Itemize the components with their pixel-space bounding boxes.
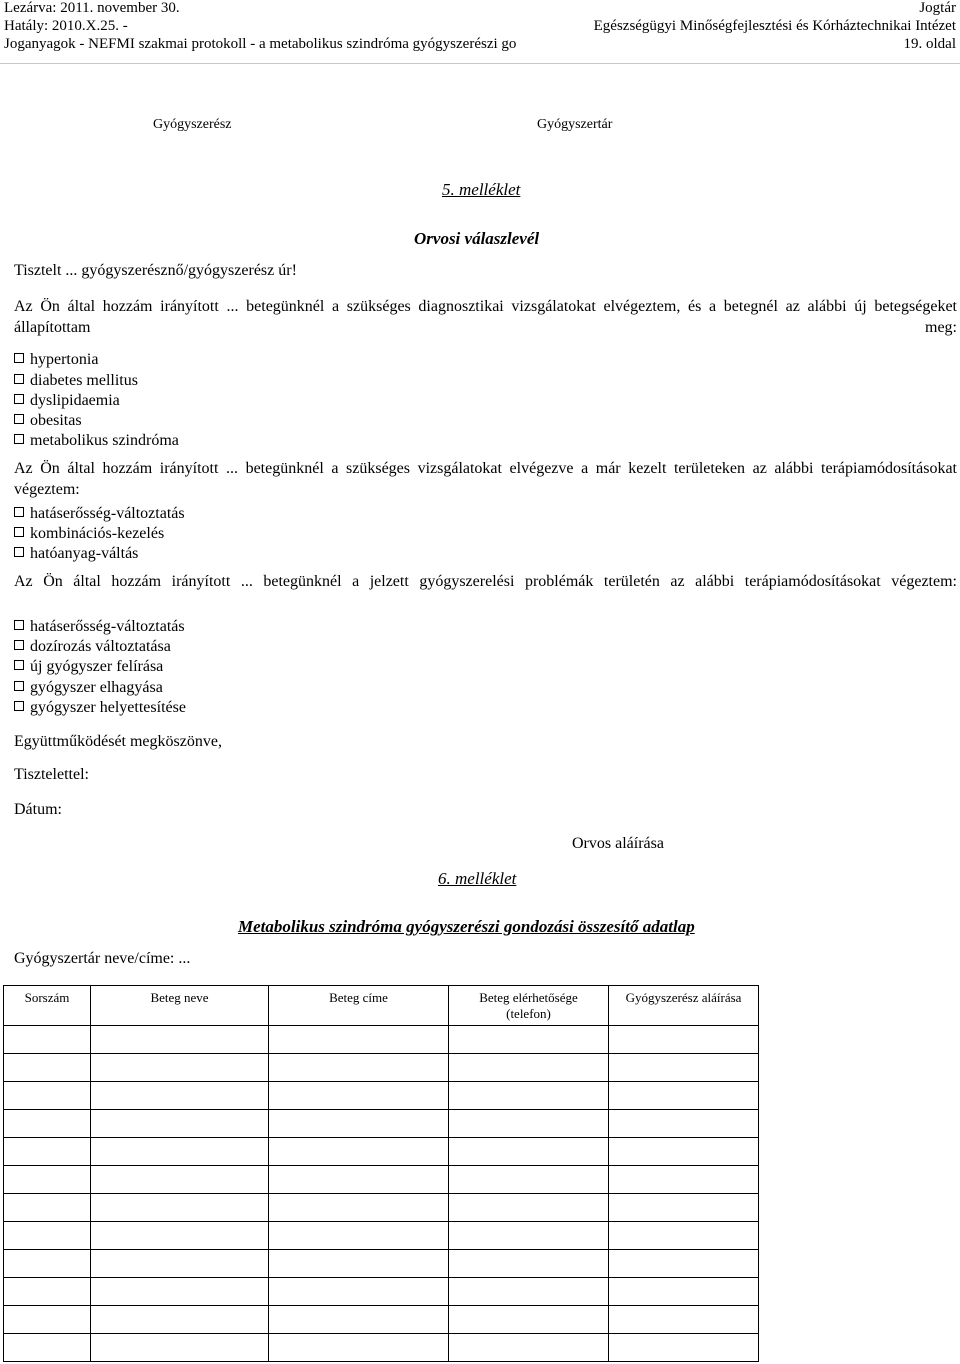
column-header: Beteg címe — [269, 986, 449, 1026]
table-cell[interactable] — [449, 1222, 609, 1250]
table-row — [4, 1026, 759, 1054]
table-row — [4, 1138, 759, 1166]
annex-6-title: Metabolikus szindróma gyógyszerészi gondozási összesítő adatlap — [238, 917, 695, 936]
table-cell[interactable] — [91, 1194, 269, 1222]
checkbox-label: hatóanyag-váltás — [30, 545, 139, 562]
checkbox-item[interactable] — [14, 544, 138, 564]
table-row — [4, 1110, 759, 1138]
table-row — [4, 1166, 759, 1194]
table-cell[interactable] — [449, 1026, 609, 1054]
checkbox-icon[interactable] — [14, 374, 24, 384]
table-cell[interactable] — [91, 1026, 269, 1054]
table-cell[interactable] — [269, 1082, 449, 1110]
paragraph-medication-problems: Az Ön által hozzám irányított ... betegünknél a jelzett gyógyszerelési problémák területén az alábbi terápiamódosításokat végeztem: — [14, 573, 957, 590]
pharmacy-name-line: Gyógyszertár neve/címe: ... — [14, 950, 191, 967]
table-cell[interactable] — [609, 1250, 759, 1278]
table-cell[interactable] — [91, 1222, 269, 1250]
column-header: Gyógyszerész aláírása — [609, 986, 759, 1026]
checkbox-label: gyógyszer elhagyása — [30, 679, 163, 696]
checkbox-icon[interactable] — [14, 620, 24, 630]
checkbox-label: gyógyszer helyettesítése — [30, 699, 186, 716]
table-cell[interactable] — [269, 1222, 449, 1250]
table-cell[interactable] — [609, 1334, 759, 1362]
table-cell[interactable] — [269, 1166, 449, 1194]
checkbox-icon[interactable] — [14, 414, 24, 424]
table-cell[interactable] — [4, 1306, 91, 1334]
table-cell[interactable] — [4, 1110, 91, 1138]
header-page-number: 19. oldal — [903, 36, 956, 52]
table-cell[interactable] — [449, 1334, 609, 1362]
summary-table — [3, 985, 759, 1362]
table-cell[interactable] — [4, 1334, 91, 1362]
table-cell[interactable] — [449, 1082, 609, 1110]
annex-5-title: Orvosi válaszlevél — [414, 229, 540, 248]
checkbox-label: kombinációs-kezelés — [30, 525, 165, 542]
column-header: Beteg neve — [91, 986, 269, 1026]
table-cell[interactable] — [4, 1026, 91, 1054]
table-cell[interactable] — [449, 1166, 609, 1194]
header-effective-date: Hatály: 2010.X.25. - — [4, 18, 128, 34]
table-cell[interactable] — [609, 1222, 759, 1250]
checkbox-item[interactable] — [14, 657, 163, 677]
checkbox-icon[interactable] — [14, 507, 24, 517]
paragraph-new-diagnoses: Az Ön által hozzám irányított ... betegünknél a szükséges diagnosztikai vizsgálatokat elvégeztem, és a betegnél az alábbi új betegségeket állapítottam meg: — [14, 298, 957, 336]
table-cell[interactable] — [269, 1306, 449, 1334]
table-cell[interactable] — [4, 1166, 91, 1194]
table-cell[interactable] — [609, 1082, 759, 1110]
checkbox-item[interactable] — [14, 504, 185, 524]
table-row — [4, 1222, 759, 1250]
table-cell[interactable] — [91, 1166, 269, 1194]
checkbox-icon[interactable] — [14, 701, 24, 711]
table-cell[interactable] — [609, 1138, 759, 1166]
table-row — [4, 1278, 759, 1306]
checkbox-label: metabolikus szindróma — [30, 432, 179, 449]
table-cell[interactable] — [91, 1334, 269, 1362]
table-row — [4, 1054, 759, 1082]
table-cell[interactable] — [609, 1026, 759, 1054]
paragraph-therapy-changes: Az Ön által hozzám irányított ... betegünknél a szükséges vizsgálatokat elvégezve a már kezelt területeken az alábbi terápiamódosításokat végeztem: — [14, 460, 957, 498]
table-cell[interactable] — [449, 1194, 609, 1222]
table-cell[interactable] — [449, 1306, 609, 1334]
table-cell[interactable] — [269, 1138, 449, 1166]
table-cell[interactable] — [4, 1250, 91, 1278]
checkbox-icon[interactable] — [14, 660, 24, 670]
checkbox-item[interactable] — [14, 637, 171, 657]
table-header-row — [4, 986, 759, 1026]
checkbox-label: hatáserősség-változtatás — [30, 618, 185, 635]
table-cell[interactable] — [91, 1278, 269, 1306]
table-cell[interactable] — [609, 1054, 759, 1082]
checkbox-item[interactable] — [14, 431, 179, 451]
table-cell[interactable] — [269, 1110, 449, 1138]
table-cell[interactable] — [4, 1138, 91, 1166]
pharmacy-label: Gyógyszertár — [537, 117, 613, 132]
table-cell[interactable] — [269, 1194, 449, 1222]
checkbox-item[interactable] — [14, 391, 120, 411]
header-publisher: Jogtár — [919, 0, 956, 16]
greeting: Tisztelt ... gyógyszerésznő/gyógyszerész úr! — [14, 262, 297, 279]
table-cell[interactable] — [91, 1054, 269, 1082]
table-cell[interactable] — [449, 1250, 609, 1278]
date-label: Dátum: — [14, 801, 62, 818]
checkbox-label: dyslipidaemia — [30, 392, 120, 409]
table-cell[interactable] — [269, 1054, 449, 1082]
closing-line: Együttműködését megköszönve, — [14, 733, 222, 750]
checkbox-icon[interactable] — [14, 394, 24, 404]
table-cell[interactable] — [449, 1278, 609, 1306]
checkbox-label: hypertonia — [30, 351, 99, 368]
table-cell[interactable] — [449, 1138, 609, 1166]
annex-5-label: 5. melléklet — [442, 180, 521, 199]
table-cell[interactable] — [269, 1334, 449, 1362]
table-cell[interactable] — [449, 1110, 609, 1138]
table-cell[interactable] — [609, 1306, 759, 1334]
annex-6-label: 6. melléklet — [438, 869, 517, 888]
checkbox-icon[interactable] — [14, 681, 24, 691]
table-row — [4, 1334, 759, 1362]
table-cell[interactable] — [4, 1222, 91, 1250]
checkbox-label: obesitas — [30, 412, 82, 429]
checkbox-item[interactable] — [14, 411, 82, 431]
checkbox-icon[interactable] — [14, 640, 24, 650]
header-divider — [0, 63, 960, 64]
table-cell[interactable] — [449, 1054, 609, 1082]
table-cell[interactable] — [91, 1250, 269, 1278]
table-cell[interactable] — [609, 1110, 759, 1138]
checkbox-item[interactable] — [14, 524, 164, 544]
checkbox-label: diabetes mellitus — [30, 372, 138, 389]
table-cell[interactable] — [4, 1278, 91, 1306]
table-cell[interactable] — [609, 1194, 759, 1222]
table-cell[interactable] — [269, 1026, 449, 1054]
checkbox-item[interactable] — [14, 371, 138, 391]
checkbox-icon[interactable] — [14, 353, 24, 363]
table-cell[interactable] — [91, 1138, 269, 1166]
checkbox-icon[interactable] — [14, 434, 24, 444]
doctor-signature-label: Orvos aláírása — [572, 835, 664, 852]
checkbox-label: dozírozás változtatása — [30, 638, 171, 655]
checkbox-item[interactable] — [14, 617, 185, 637]
checkbox-label: új gyógyszer felírása — [30, 658, 164, 675]
table-cell[interactable] — [4, 1082, 91, 1110]
checkbox-item[interactable] — [14, 678, 163, 698]
table-cell[interactable] — [269, 1278, 449, 1306]
checkbox-item[interactable] — [14, 350, 98, 370]
checkbox-label: hatáserősség-változtatás — [30, 505, 185, 522]
table-row — [4, 1194, 759, 1222]
header-document-title: Joganyagok - NEFMI szakmai protokoll - a metabolikus szindróma gyógyszerészi go — [4, 36, 517, 52]
checkbox-icon[interactable] — [14, 547, 24, 557]
header-institute: Egészségügyi Minőségfejlesztési és Kórháztechnikai Intézet — [593, 18, 956, 34]
table-row — [4, 1250, 759, 1278]
regards-line: Tisztelettel: — [14, 766, 89, 783]
table-row — [4, 1306, 759, 1334]
table-cell[interactable] — [91, 1110, 269, 1138]
pharmacist-label: Gyógyszerész — [153, 117, 232, 132]
column-header: Sorszám — [4, 986, 91, 1026]
table-cell[interactable] — [269, 1250, 449, 1278]
checkbox-icon[interactable] — [14, 527, 24, 537]
checkbox-item[interactable] — [14, 698, 186, 718]
table-cell[interactable] — [91, 1082, 269, 1110]
column-header: Beteg elérhetősége (telefon) — [449, 986, 609, 1026]
header-closed-date: Lezárva: 2011. november 30. — [4, 0, 180, 16]
table-cell[interactable] — [4, 1194, 91, 1222]
table-cell[interactable] — [91, 1306, 269, 1334]
table-cell[interactable] — [609, 1278, 759, 1306]
table-cell[interactable] — [4, 1054, 91, 1082]
table-cell[interactable] — [609, 1166, 759, 1194]
table-row — [4, 1082, 759, 1110]
